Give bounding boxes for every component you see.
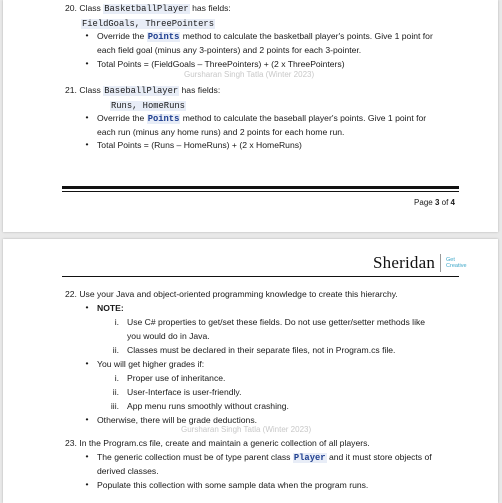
question-suffix: has fields: — [192, 3, 231, 13]
grade-item-number: iii. — [110, 401, 119, 411]
watermark: Gursharan Singh Tatla (Winter 2023) — [184, 70, 315, 79]
bullet-icon: • — [85, 112, 89, 122]
otherwise-text: Otherwise, there will be grade deductions. — [97, 415, 258, 425]
note-item-number: i. — [114, 317, 119, 327]
question-20-fields — [81, 17, 215, 31]
header-rule — [62, 276, 459, 277]
footer-rule-thick — [62, 186, 459, 189]
note-item: Use C# properties to get/set these fields. Do not use getter/setter methods like — [127, 317, 426, 327]
bullet-icon: • — [85, 58, 89, 68]
question-22-heading: 22. Use your Java and object-oriented programming knowledge to create this hierarchy. — [65, 289, 398, 299]
sheridan-logo: Sheridan Get Creative — [373, 253, 467, 272]
note-item: Classes must be declared in their separate files, not in Program.cs file. — [127, 345, 396, 355]
q21-bullet-2: Total Points = (Runs – HomeRuns) + (2 x HomeRuns) — [97, 140, 302, 150]
question-21-fields — [110, 99, 186, 113]
question-21-heading: 21. Class BaseballPlayer has fields: — [65, 85, 221, 96]
grade-item-number: ii. — [112, 387, 119, 397]
note-label: NOTE: — [97, 303, 124, 313]
watermark: Gursharan Singh Tatla (Winter 2023) — [181, 425, 312, 434]
question-23-heading: 23. In the Program.cs file, create and maintain a generic collection of all players. — [65, 438, 370, 448]
grade-item-number: i. — [114, 373, 119, 383]
bullet-icon: • — [85, 451, 89, 461]
bullet-icon: • — [85, 358, 89, 368]
q21-bullet-1-line2: each run (minus any home runs) and 2 points for each home run. — [97, 127, 345, 137]
q20-bullet-2: Total Points = (FieldGoals – ThreePointers) + (2 x ThreePointers) — [97, 59, 345, 69]
document-page-4 — [3, 239, 498, 503]
grade-item: User-Interface is user-friendly. — [127, 387, 242, 397]
class-name-baseballplayer: BaseballPlayer — [104, 86, 179, 96]
q20-bullet-1: Override the Points method to calculate the basketball player's points. Give 1 point for — [97, 31, 433, 42]
question-number: 20. — [65, 3, 77, 13]
logo-divider — [440, 254, 441, 272]
grades-heading: You will get higher grades if: — [97, 359, 205, 369]
grade-item: App menu runs smoothly without crashing. — [127, 401, 289, 411]
field-list: FieldGoals, ThreePointers — [82, 19, 214, 29]
method-name-points: Points — [147, 114, 180, 124]
class-name-player: Player — [293, 453, 326, 463]
bullet-icon: • — [85, 302, 89, 312]
grade-item: Proper use of inheritance. — [127, 373, 226, 383]
method-name-points: Points — [147, 32, 180, 42]
q23-bullet-1: The generic collection must be of type parent class Player and it must store objects of — [97, 452, 432, 463]
q23-bullet-2: Populate this collection with some sample data when the program runs. — [97, 480, 369, 490]
q20-bullet-1-line2: each field goal (minus any 3-pointers) and 2 points for each 3-pointer. — [97, 45, 362, 55]
note-item-number: ii. — [112, 345, 119, 355]
bullet-icon: • — [85, 30, 89, 40]
bullet-icon: • — [85, 139, 89, 149]
document-page-3 — [3, 0, 498, 232]
class-name-basketballplayer: BasketballPlayer — [104, 4, 189, 14]
q21-bullet-1: Override the Points method to calculate the baseball player's points. Give 1 point for — [97, 113, 427, 124]
bullet-icon: • — [85, 414, 89, 424]
page-number: Page 3 of 4 — [414, 198, 455, 207]
footer-rule-thin — [62, 191, 459, 192]
question-20-heading — [65, 2, 231, 16]
bullet-icon: • — [85, 479, 89, 489]
question-lead: Class — [79, 3, 101, 13]
field-list: Runs, HomeRuns — [111, 101, 185, 111]
logo-tagline: Get Creative — [446, 257, 467, 269]
note-item-line2: you would do in Java. — [127, 331, 210, 341]
q23-bullet-1-line2: derived classes. — [97, 466, 159, 476]
